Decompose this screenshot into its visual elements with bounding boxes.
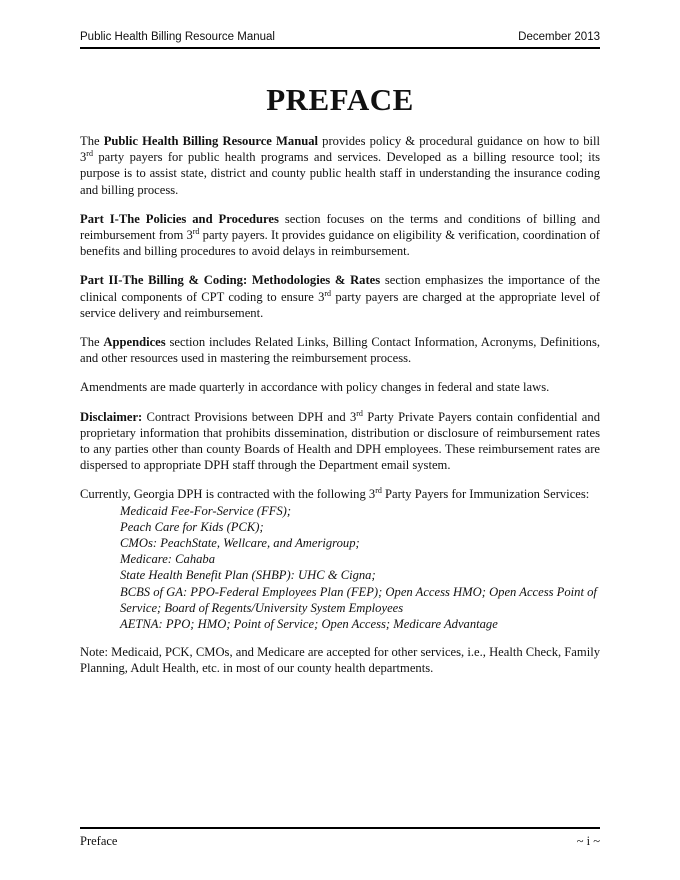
intro-paragraph: The Public Health Billing Resource Manual provides policy & procedural guidance on how to bill 3rd party payers for public health programs and services. Developed as a billing resource tool; its purpose is to assist state, district and county public health staff in understanding the insurance coding and billing process. [80, 134, 601, 197]
disclaimer-heading: Disclaimer: [80, 409, 143, 424]
note-paragraph: Note: Medicaid, PCK, CMOs, and Medicare are accepted for other services, i.e., Health Check, Family Planning, Adult Health, etc. in most of our county health departments. [80, 645, 600, 676]
page-footer [80, 834, 600, 852]
amendments-paragraph: Amendments are made quarterly in accordance with policy changes in federal and state laws. [80, 380, 550, 395]
disclaimer-paragraph: Disclaimer: Contract Provisions between DPH and 3rd Party Private Payers contain confidential and proprietary information that prohibits dissemination, distribution or disclosure of reimbursement rates to any parties other than county Boards of Health and DPH employees. These reimbursement rates are dispersed to appropriate DPH staff through the Department email system. [80, 408, 600, 473]
list-item: AETNA: PPO; HMO; Point of Service; Open Access; Medicare Advantage [120, 617, 498, 632]
list-item: BCBS of GA: PPO-Federal Employees Plan (FEP); Open Access HMO; Open Access Point of Service; Board of Regents/University System Employees [120, 584, 597, 615]
list-item: Medicare: Cahaba [120, 552, 216, 567]
part2-paragraph: Part II-The Billing & Coding: Methodologies & Rates section emphasizes the importance of the clinical components of CPT coding to ensure 3rd party payers are charged at the appropriate level of service delivery and reimbursement. [80, 273, 600, 320]
header-rule [80, 47, 600, 49]
header-date: December 2013 [518, 31, 600, 43]
footer-section: Preface [80, 834, 118, 848]
list-item: State Health Benefit Plan (SHBP): UHC & Cigna; [120, 568, 376, 583]
appendices-paragraph: The Appendices section includes Related Links, Billing Contact Information, Acronyms, Definitions, and other resources used in mastering the reimbursement process. [80, 335, 600, 366]
page-title: PREFACE [266, 82, 414, 117]
footer-rule [80, 827, 600, 829]
payer-list [120, 503, 600, 633]
document-body [80, 133, 600, 690]
header-title: Public Health Billing Resource Manual [80, 31, 275, 43]
part1-paragraph: Part I-The Policies and Procedures section focuses on the terms and conditions of billing and reimbursement from 3rd party payers. It provides guidance on eligibility & verification, coordination of benefits and billing procedures to avoid delays in reimbursement. [80, 211, 600, 259]
page-number: ~ i ~ [576, 834, 600, 848]
part1-heading: Part I-The Policies and Procedures [80, 211, 279, 226]
list-item: CMOs: PeachState, Wellcare, and Amerigroup; [120, 536, 360, 551]
currently-paragraph: Currently, Georgia DPH is contracted with the following 3rd Party Payers for Immunization Services: [80, 486, 590, 502]
part2-heading: Part II-The Billing & Coding: Methodologies & Rates [80, 273, 381, 288]
list-item: Medicaid Fee-For-Service (FFS); [120, 503, 292, 518]
list-item: Peach Care for Kids (PCK); [120, 519, 264, 534]
appendices-heading: Appendices [103, 335, 166, 350]
manual-name: Public Health Billing Resource Manual [103, 134, 319, 148]
